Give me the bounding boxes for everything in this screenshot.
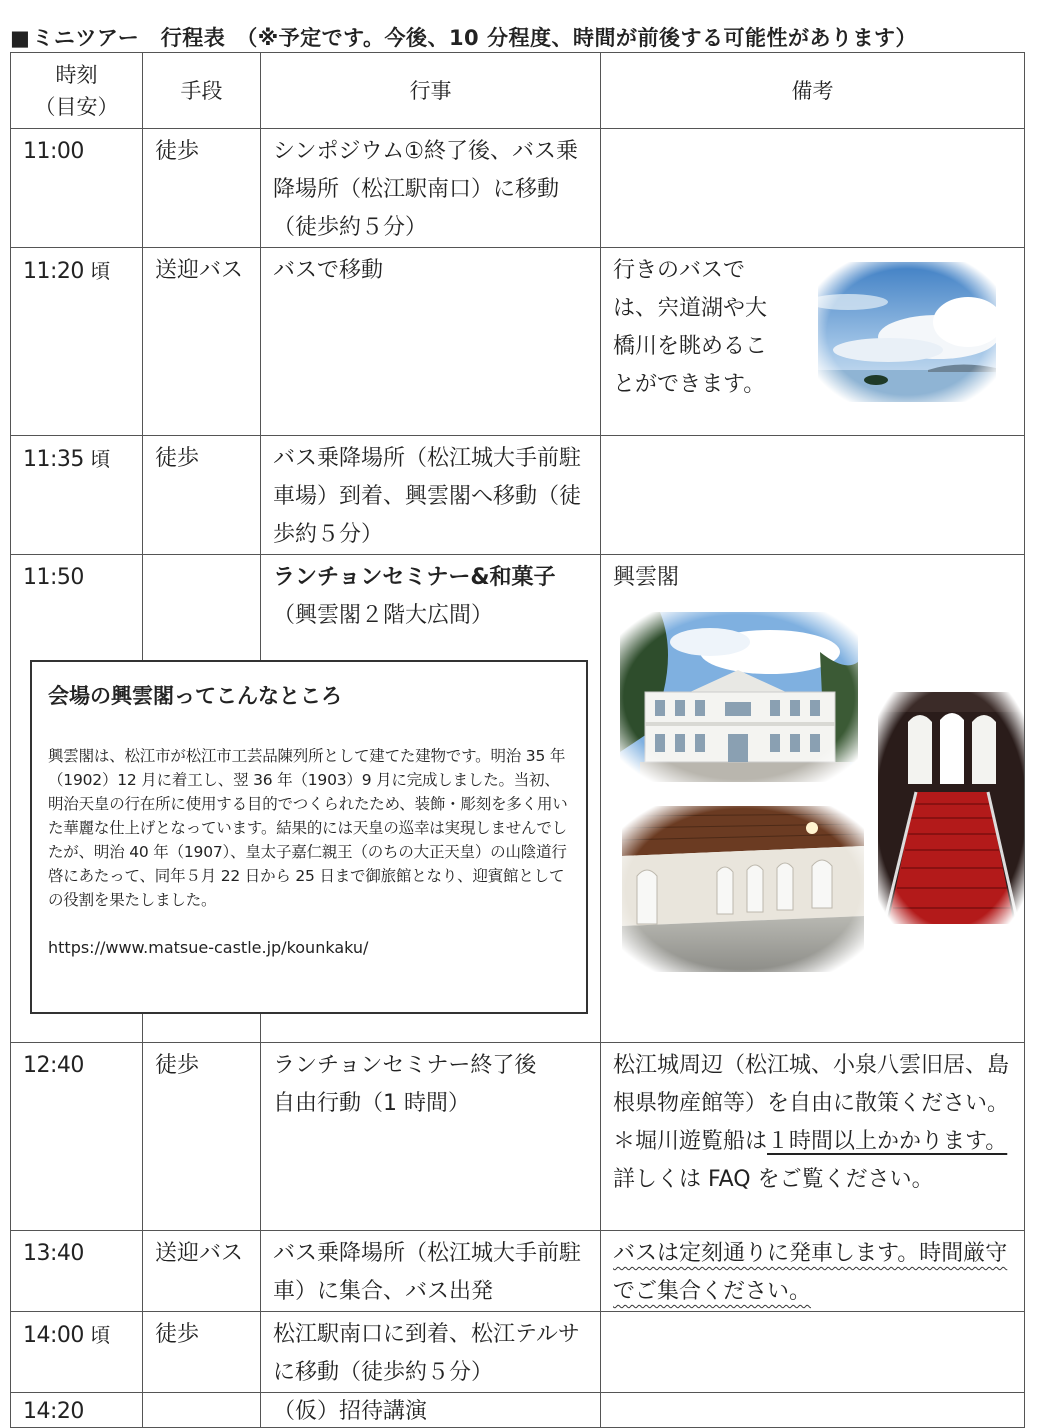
table-row <box>11 1043 1025 1231</box>
row-time: 13:40 <box>11 1231 143 1312</box>
row-means: 送迎バス <box>143 248 261 436</box>
row-means <box>143 1393 261 1428</box>
kounkaku-exterior-photo <box>620 612 858 782</box>
row-note <box>601 1231 1025 1312</box>
venue-info-url[interactable]: https://www.matsue-castle.jp/kounkaku/ <box>48 938 369 957</box>
row-event: バス乗降場所（松江城大手前駐車）に集合、バス出発 <box>261 1231 601 1312</box>
row-note <box>601 436 1025 555</box>
table-header-row <box>11 53 1025 129</box>
row-note <box>601 129 1025 248</box>
row-note: 興雲閣 <box>601 555 1025 1043</box>
row-time: 11:50 <box>11 555 143 1043</box>
page-title <box>10 22 917 52</box>
punctuality-note: バスは定刻通りに発車します。時間厳守でご集合ください。 <box>613 1241 1008 1304</box>
row-note <box>601 1393 1025 1428</box>
lake-photo <box>818 262 996 402</box>
row-event: バス乗降場所（松江城大手前駐車場）到着、興雲閣へ移動（徒歩約５分） <box>261 436 601 555</box>
luncheon-title: ランチョンセミナー&和菓子 <box>273 565 556 590</box>
underlined-warning: １時間以上かかります。 <box>767 1129 1008 1154</box>
row-time: 11:20 頃 <box>11 248 143 436</box>
row-time: 14:20 <box>11 1393 143 1428</box>
header-event: 行事 <box>261 53 601 129</box>
row-event: バスで移動 <box>261 248 601 436</box>
row-time: 12:40 <box>11 1043 143 1231</box>
row-note <box>601 1312 1025 1393</box>
row-means: 徒歩 <box>143 436 261 555</box>
table-row <box>11 1393 1025 1428</box>
row-time: 14:00 頃 <box>11 1312 143 1393</box>
staircase-photo <box>878 692 1024 924</box>
row-event: シンポジウム①終了後、バス乗降場所（松江駅南口）に移動（徒歩約５分） <box>261 129 601 248</box>
table-row <box>11 129 1025 248</box>
row-time: 11:35 頃 <box>11 436 143 555</box>
title-text: ミニツアー 行程表 （※予定です。今後、10 分程度、時間が前後する可能性があります） <box>32 26 917 50</box>
row-event: （仮）招待講演 <box>261 1393 601 1428</box>
hall-interior-photo <box>622 806 864 972</box>
header-time: 時刻 （目安） <box>11 53 143 129</box>
venue-info-box <box>30 660 588 1014</box>
bus-note-text: 行きのバスでは、宍道湖や大橋川を眺めることができます。 <box>613 258 768 397</box>
header-notes: 備考 <box>601 53 1025 129</box>
venue-info-heading: 会場の興雲閣ってこんなところ <box>48 684 342 708</box>
row-event: ランチョンセミナー終了後 自由行動（1 時間） <box>261 1043 601 1231</box>
venue-info-body: 興雲閣は、松江市が松江市工芸品陳列所として建てた建物です。明治 35 年（1902）12 月に着工し、翌 36 年（1903）9 月に完成しました。当初、明治天皇の行在所に使用する目的でつくられたため、装飾・彫刻を多く用いた華麗な仕上げとなっています。結果的には天皇の巡幸は実現しませんでしたが、明治 40 年（1907）、皇太子嘉仁親王（のちの大正天皇）の山陰道行啓にあたって、同年５月 22 日から 25 日まで御旅館となり、迎賓館としての役割を果たしました。 <box>48 747 568 909</box>
title-square: ■ <box>10 26 31 50</box>
table-row <box>11 1231 1025 1312</box>
row-note: 松江城周辺（松江城、小泉八雲旧居、島根県物産館等）を自由に散策ください。＊堀川遊覧船は１時間以上かかります。詳しくは FAQ をご覧ください。 <box>601 1043 1025 1231</box>
row-means: 徒歩 <box>143 1043 261 1231</box>
row-means: 徒歩 <box>143 129 261 248</box>
row-time: 11:00 <box>11 129 143 248</box>
row-means: 徒歩 <box>143 1312 261 1393</box>
table-row <box>11 436 1025 555</box>
table-row <box>11 1312 1025 1393</box>
row-means: 送迎バス <box>143 1231 261 1312</box>
header-means: 手段 <box>143 53 261 129</box>
row-event: 松江駅南口に到着、松江テルサに移動（徒歩約５分） <box>261 1312 601 1393</box>
luncheon-location: （興雲閣２階大広間） <box>273 603 494 628</box>
